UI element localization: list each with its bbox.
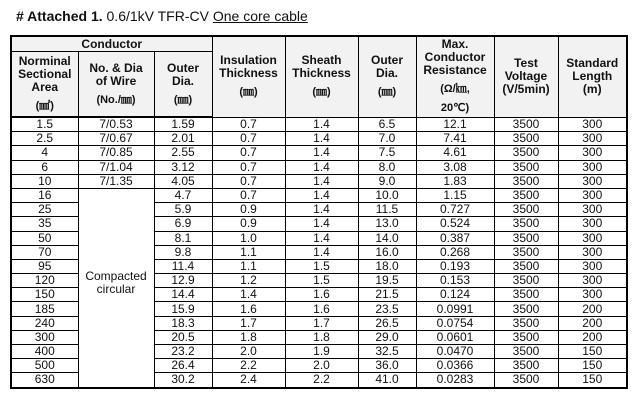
sectional-area-cell: 150 <box>11 288 78 302</box>
sheath-thickness-cell: 1.5 <box>285 274 358 288</box>
test-voltage-cell: 3500 <box>494 132 558 146</box>
insulation-thickness-cell: 0.7 <box>212 174 285 188</box>
test-voltage-cell: 3500 <box>494 188 558 202</box>
max-resistance-header: Max. Conductor Resistance (Ω/㎞, 20℃) <box>416 36 494 117</box>
wire-spec-cell: 7/0.85 <box>78 146 154 160</box>
title-prefix: # Attached 1. <box>16 8 103 24</box>
outer-dia-cell: 11.5 <box>358 203 416 217</box>
test-voltage-cell: 3500 <box>494 359 558 373</box>
test-voltage-cell: 3500 <box>494 330 558 344</box>
sheath-thickness-cell: 1.8 <box>285 330 358 344</box>
conductor-outer-dia-cell: 20.5 <box>154 330 212 344</box>
standard-length-cell: 150 <box>558 373 627 388</box>
standard-length-cell: 150 <box>558 345 627 359</box>
sectional-area-cell: 500 <box>11 359 78 373</box>
insulation-thickness-cell: 1.8 <box>212 330 285 344</box>
table-row <box>11 117 627 132</box>
sectional-area-cell: 120 <box>11 274 78 288</box>
sectional-area-cell: 1.5 <box>11 117 78 132</box>
wire-header: No. & Dia of Wire (No./㎜) <box>78 52 154 118</box>
insulation-thickness-cell: 1.2 <box>212 274 285 288</box>
test-voltage-cell: 3500 <box>494 160 558 174</box>
max-resistance-cell: 0.0470 <box>416 345 494 359</box>
table-row <box>11 132 627 146</box>
sectional-area-cell: 35 <box>11 217 78 231</box>
conductor-outer-dia-cell: 11.4 <box>154 259 212 273</box>
test-voltage-cell: 3500 <box>494 217 558 231</box>
test-voltage-cell: 3500 <box>494 231 558 245</box>
standard-length-cell: 300 <box>558 203 627 217</box>
outer-dia-cell: 10.0 <box>358 188 416 202</box>
table-row <box>11 160 627 174</box>
outer-dia-cell: 19.5 <box>358 274 416 288</box>
wire-spec-cell: 7/1.04 <box>78 160 154 174</box>
sectional-area-cell: 630 <box>11 373 78 388</box>
test-voltage-cell: 3500 <box>494 245 558 259</box>
sheath-thickness-header: Sheath Thickness (㎜) <box>285 36 358 117</box>
sheath-thickness-cell: 1.5 <box>285 259 358 273</box>
outer-dia-cell: 41.0 <box>358 373 416 388</box>
insulation-thickness-cell: 0.9 <box>212 217 285 231</box>
outer-dia-header: Outer Dia. (㎜) <box>358 36 416 117</box>
conductor-outer-dia-cell: 14.4 <box>154 288 212 302</box>
sectional-area-cell: 400 <box>11 345 78 359</box>
insulation-thickness-cell: 2.4 <box>212 373 285 388</box>
test-voltage-cell: 3500 <box>494 117 558 132</box>
max-resistance-cell: 0.387 <box>416 231 494 245</box>
title-cable-type: One core cable <box>212 8 308 24</box>
standard-length-cell: 300 <box>558 245 627 259</box>
insulation-thickness-cell: 0.7 <box>212 146 285 160</box>
standard-length-cell: 200 <box>558 302 627 316</box>
sheath-thickness-cell: 1.4 <box>285 146 358 160</box>
max-resistance-cell: 0.0366 <box>416 359 494 373</box>
outer-dia-cell: 16.0 <box>358 245 416 259</box>
conductor-outer-dia-cell: 4.05 <box>154 174 212 188</box>
standard-length-cell: 300 <box>558 231 627 245</box>
test-voltage-cell: 3500 <box>494 174 558 188</box>
conductor-outer-dia-cell: 9.8 <box>154 245 212 259</box>
sheath-thickness-cell: 1.4 <box>285 117 358 132</box>
max-resistance-cell: 7.41 <box>416 132 494 146</box>
sectional-area-cell: 300 <box>11 330 78 344</box>
max-resistance-cell: 0.0991 <box>416 302 494 316</box>
sectional-area-cell: 95 <box>11 259 78 273</box>
sheath-thickness-cell: 1.6 <box>285 302 358 316</box>
conductor-outer-dia-cell: 5.9 <box>154 203 212 217</box>
standard-length-cell: 300 <box>558 146 627 160</box>
outer-dia-cell: 18.0 <box>358 259 416 273</box>
outer-dia-cell: 21.5 <box>358 288 416 302</box>
sheath-thickness-cell: 2.2 <box>285 373 358 388</box>
outer-dia-cell: 23.5 <box>358 302 416 316</box>
standard-length-cell: 300 <box>558 188 627 202</box>
table-row <box>11 174 627 188</box>
conductor-outer-dia-cell: 12.9 <box>154 274 212 288</box>
insulation-thickness-cell: 2.0 <box>212 345 285 359</box>
max-resistance-cell: 0.0601 <box>416 330 494 344</box>
sheath-thickness-cell: 1.4 <box>285 188 358 202</box>
insulation-thickness-cell: 1.1 <box>212 245 285 259</box>
max-resistance-cell: 0.0283 <box>416 373 494 388</box>
insulation-thickness-cell: 0.7 <box>212 188 285 202</box>
standard-length-cell: 300 <box>558 259 627 273</box>
wire-spec-cell: 7/0.67 <box>78 132 154 146</box>
standard-length-cell: 150 <box>558 359 627 373</box>
sheath-thickness-cell: 1.4 <box>285 245 358 259</box>
sectional-area-cell: 50 <box>11 231 78 245</box>
test-voltage-header: Test Voltage (V/5min) <box>494 36 558 117</box>
max-resistance-cell: 0.268 <box>416 245 494 259</box>
test-voltage-cell: 3500 <box>494 274 558 288</box>
sectional-area-cell: 6 <box>11 160 78 174</box>
test-voltage-cell: 3500 <box>494 146 558 160</box>
sectional-area-cell: 2.5 <box>11 132 78 146</box>
conductor-outer-dia-cell: 15.9 <box>154 302 212 316</box>
insulation-thickness-cell: 1.6 <box>212 302 285 316</box>
outer-dia-cell: 26.5 <box>358 316 416 330</box>
max-resistance-cell: 4.61 <box>416 146 494 160</box>
sectional-area-cell: 240 <box>11 316 78 330</box>
table-row <box>11 146 627 160</box>
insulation-thickness-cell: 0.7 <box>212 160 285 174</box>
sectional-area-header: Norminal Sectional Area (㎟) <box>11 52 78 118</box>
cable-spec-table <box>10 35 628 389</box>
sheath-thickness-cell: 1.4 <box>285 217 358 231</box>
wire-spec-cell: 7/0.53 <box>78 117 154 132</box>
outer-dia-cell: 29.0 <box>358 330 416 344</box>
insulation-thickness-cell: 0.7 <box>212 132 285 146</box>
standard-length-header: Standard Length (m) <box>558 36 627 117</box>
test-voltage-cell: 3500 <box>494 316 558 330</box>
conductor-outer-dia-cell: 18.3 <box>154 316 212 330</box>
conductor-outer-dia-cell: 2.55 <box>154 146 212 160</box>
max-resistance-cell: 0.124 <box>416 288 494 302</box>
standard-length-cell: 300 <box>558 160 627 174</box>
test-voltage-cell: 3500 <box>494 288 558 302</box>
sectional-area-cell: 16 <box>11 188 78 202</box>
conductor-outer-dia-cell: 8.1 <box>154 231 212 245</box>
sheath-thickness-cell: 2.0 <box>285 359 358 373</box>
outer-dia-cell: 7.5 <box>358 146 416 160</box>
standard-length-cell: 300 <box>558 288 627 302</box>
test-voltage-cell: 3500 <box>494 302 558 316</box>
max-resistance-cell: 0.193 <box>416 259 494 273</box>
test-voltage-cell: 3500 <box>494 345 558 359</box>
outer-dia-cell: 6.5 <box>358 117 416 132</box>
sectional-area-cell: 10 <box>11 174 78 188</box>
insulation-thickness-cell: 2.2 <box>212 359 285 373</box>
insulation-thickness-cell: 1.7 <box>212 316 285 330</box>
insulation-thickness-cell: 0.7 <box>212 117 285 132</box>
sectional-area-cell: 185 <box>11 302 78 316</box>
max-resistance-cell: 0.727 <box>416 203 494 217</box>
sheath-thickness-cell: 1.4 <box>285 231 358 245</box>
max-resistance-cell: 0.153 <box>416 274 494 288</box>
test-voltage-cell: 3500 <box>494 203 558 217</box>
insulation-thickness-cell: 1.4 <box>212 288 285 302</box>
standard-length-cell: 200 <box>558 316 627 330</box>
wire-spec-cell: 7/1.35 <box>78 174 154 188</box>
sheath-thickness-cell: 1.4 <box>285 174 358 188</box>
conductor-outer-dia-cell: 4.7 <box>154 188 212 202</box>
sheath-thickness-cell: 1.6 <box>285 288 358 302</box>
outer-dia-cell: 9.0 <box>358 174 416 188</box>
standard-length-cell: 300 <box>558 217 627 231</box>
outer-dia-cell: 7.0 <box>358 132 416 146</box>
sectional-area-cell: 25 <box>11 203 78 217</box>
conductor-outer-dia-cell: 30.2 <box>154 373 212 388</box>
conductor-outer-dia-cell: 26.4 <box>154 359 212 373</box>
max-resistance-cell: 0.524 <box>416 217 494 231</box>
sheath-thickness-cell: 1.9 <box>285 345 358 359</box>
compacted-circular-cell: Compacted circular <box>78 188 154 387</box>
standard-length-cell: 300 <box>558 132 627 146</box>
outer-dia-cell: 14.0 <box>358 231 416 245</box>
max-resistance-cell: 1.15 <box>416 188 494 202</box>
standard-length-cell: 300 <box>558 174 627 188</box>
outer-dia-cell: 8.0 <box>358 160 416 174</box>
document-title <box>16 8 308 24</box>
max-resistance-cell: 0.0754 <box>416 316 494 330</box>
insulation-thickness-cell: 1.1 <box>212 259 285 273</box>
insulation-thickness-cell: 0.9 <box>212 203 285 217</box>
sectional-area-cell: 70 <box>11 245 78 259</box>
sheath-thickness-cell: 1.4 <box>285 132 358 146</box>
sectional-area-cell: 4 <box>11 146 78 160</box>
conductor-outer-dia-cell: 6.9 <box>154 217 212 231</box>
outer-dia-cell: 13.0 <box>358 217 416 231</box>
max-resistance-cell: 3.08 <box>416 160 494 174</box>
title-spec: 0.6/1kV TFR-CV <box>106 8 209 24</box>
test-voltage-cell: 3500 <box>494 373 558 388</box>
sheath-thickness-cell: 1.4 <box>285 160 358 174</box>
outer-dia-cell: 36.0 <box>358 359 416 373</box>
conductor-group-header: Conductor <box>11 36 212 52</box>
sheath-thickness-cell: 1.7 <box>285 316 358 330</box>
test-voltage-cell: 3500 <box>494 259 558 273</box>
max-resistance-cell: 12.1 <box>416 117 494 132</box>
insulation-thickness-cell: 1.0 <box>212 231 285 245</box>
table-row <box>11 188 627 202</box>
conductor-outer-dia-cell: 1.59 <box>154 117 212 132</box>
outer-dia-cell: 32.5 <box>358 345 416 359</box>
conductor-outer-dia-cell: 23.2 <box>154 345 212 359</box>
conductor-outer-dia-header: Outer Dia. (㎜) <box>154 52 212 118</box>
insulation-thickness-header: Insulation Thickness (㎜) <box>212 36 285 117</box>
sheath-thickness-cell: 1.4 <box>285 203 358 217</box>
conductor-outer-dia-cell: 2.01 <box>154 132 212 146</box>
standard-length-cell: 200 <box>558 330 627 344</box>
max-resistance-cell: 1.83 <box>416 174 494 188</box>
conductor-outer-dia-cell: 3.12 <box>154 160 212 174</box>
standard-length-cell: 300 <box>558 274 627 288</box>
standard-length-cell: 300 <box>558 117 627 132</box>
